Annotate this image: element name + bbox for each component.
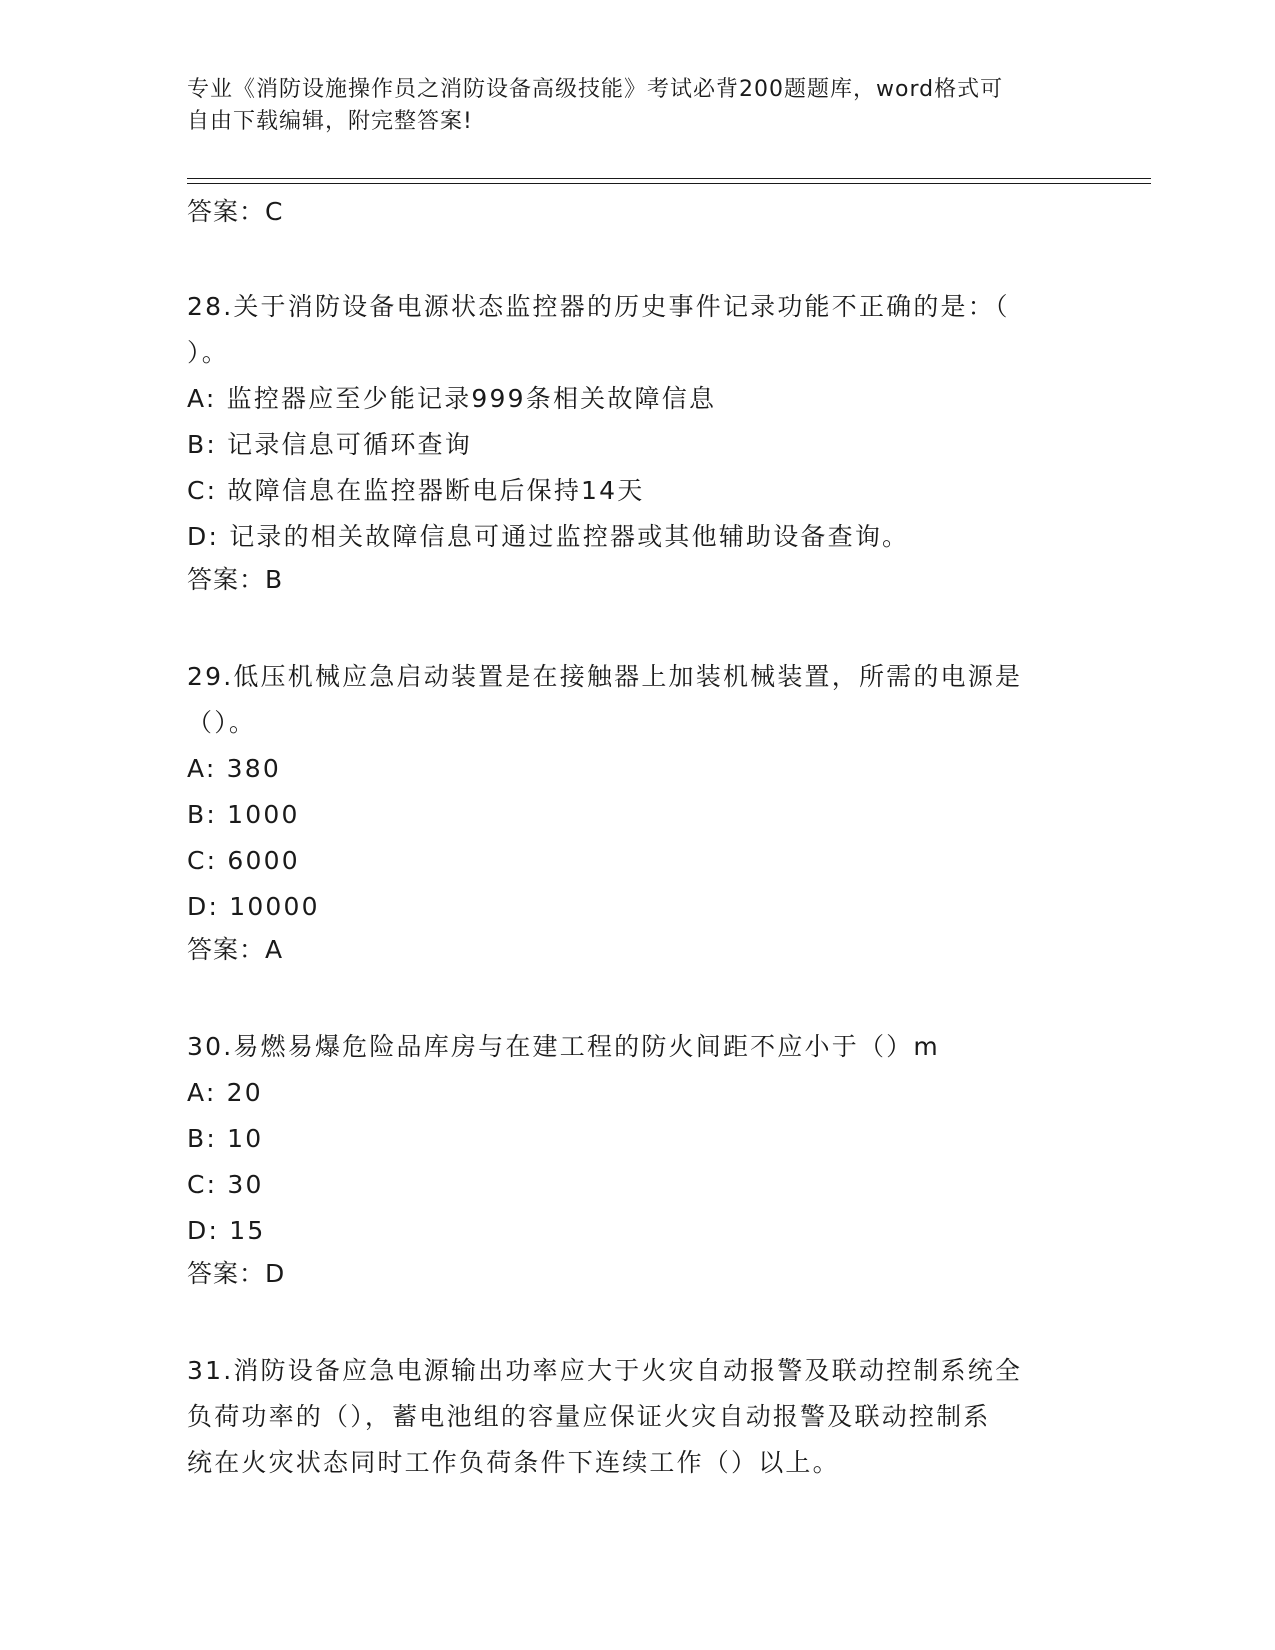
header-line-2: 自由下载编辑，附完整答案! xyxy=(187,109,473,134)
header-line-1: 专业《消防设施操作员之消防设备高级技能》考试必背200题题库，word格式可 xyxy=(187,77,1004,102)
option-a: A: 380 xyxy=(187,754,281,783)
answer-line: 答案：C xyxy=(187,197,284,226)
question-text-line: 28.关于消防设备电源状态监控器的历史事件记录功能不正确的是：（ xyxy=(187,292,1010,321)
question-text-line: 负荷功率的（），蓄电池组的容量应保证火灾自动报警及联动控制系 xyxy=(187,1402,991,1431)
option-a: A: 监控器应至少能记录999条相关故障信息 xyxy=(187,384,717,413)
option-d: D: 记录的相关故障信息可通过监控器或其他辅助设备查询。 xyxy=(187,522,910,551)
question-item xyxy=(187,1348,1087,1486)
option-b: B: 记录信息可循环查询 xyxy=(187,430,472,459)
option-a: A: 20 xyxy=(187,1078,263,1107)
header-divider-top xyxy=(187,178,1151,179)
question-item xyxy=(187,284,1087,600)
answer-line: 答案：B xyxy=(187,565,284,594)
header-divider-bottom xyxy=(187,183,1151,184)
question-item xyxy=(187,1024,1087,1294)
option-c: C: 6000 xyxy=(187,846,300,875)
document-header xyxy=(187,74,1087,138)
option-c: C: 故障信息在监控器断电后保持14天 xyxy=(187,476,645,505)
question-text-line: 31.消防设备应急电源输出功率应大于火灾自动报警及联动控制系统全 xyxy=(187,1356,1023,1385)
answer-line: 答案：A xyxy=(187,935,284,964)
question-text-line: 30.易燃易爆危险品库房与在建工程的防火间距不应小于（）m xyxy=(187,1032,940,1061)
question-item xyxy=(187,654,1087,970)
answer-line: 答案：D xyxy=(187,1259,286,1288)
question-list xyxy=(187,192,1087,1486)
question-text-line: 统在火灾状态同时工作负荷条件下连续工作（）以上。 xyxy=(187,1448,840,1477)
option-b: B: 1000 xyxy=(187,800,300,829)
option-d: D: 10000 xyxy=(187,892,320,921)
question-text-line: 29.低压机械应急启动装置是在接触器上加装机械装置，所需的电源是 xyxy=(187,662,1023,691)
option-d: D: 15 xyxy=(187,1216,266,1245)
question-text-line: （）。 xyxy=(187,708,257,737)
option-b: B: 10 xyxy=(187,1124,264,1153)
option-c: C: 30 xyxy=(187,1170,264,1199)
question-text-line: ）。 xyxy=(187,338,229,367)
